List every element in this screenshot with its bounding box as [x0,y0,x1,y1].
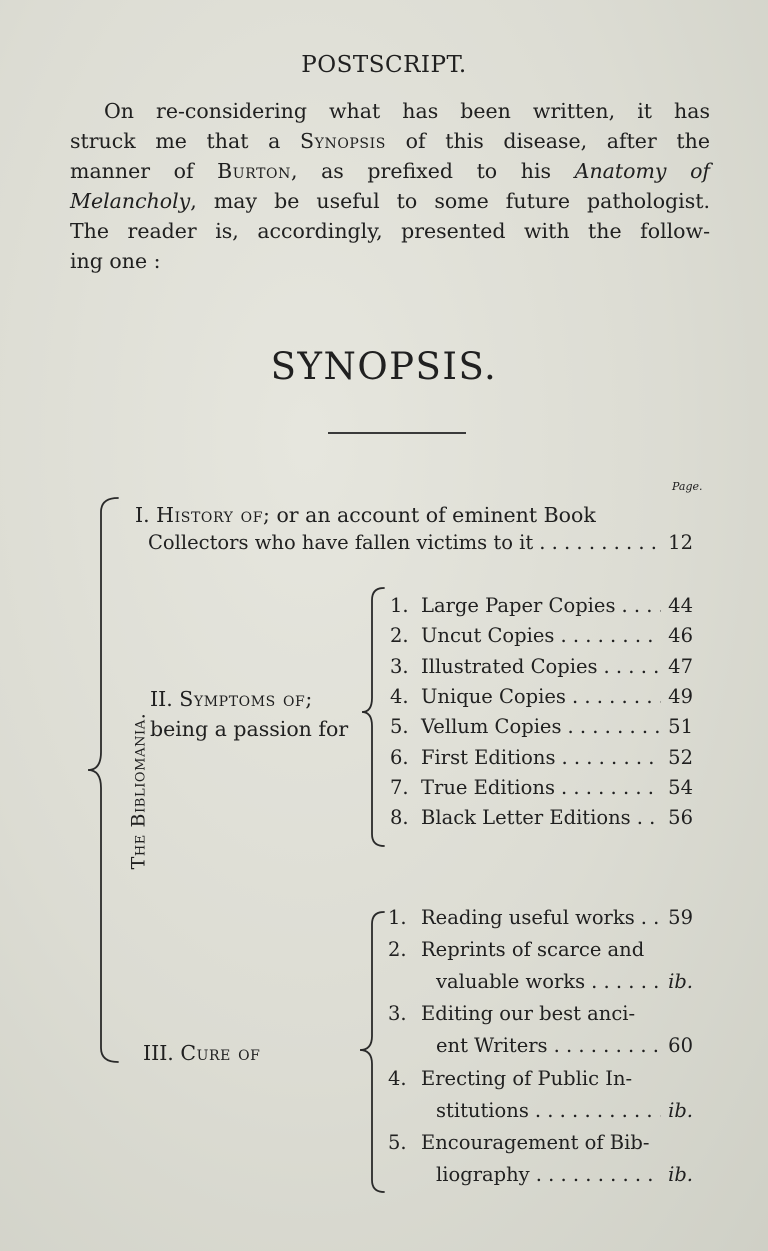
cure-item-text: Reading useful works [421,906,635,929]
item-number: 1. [390,594,409,617]
symptom-item-page-number: 56 [668,806,693,829]
cure-item-text: Encouragement of Bib- [421,1131,650,1154]
dot-leader [539,531,661,554]
symptoms-heading [150,684,312,715]
dot-leader [560,624,661,647]
dot-leader [591,970,661,993]
dot-leader [536,1163,661,1186]
cure-item-continuation [436,1034,693,1057]
item-number: 1. [388,906,407,929]
history-title: History of [156,503,264,527]
item-number: 5. [390,715,409,738]
cure-item-continuation [436,1099,693,1122]
cure-item-continuation-page-number: ib. [668,1163,693,1186]
symptoms-title-punct: ; [305,687,313,711]
item-number: 4. [390,685,409,708]
postscript-heading: POSTSCRIPT. [301,52,467,78]
dot-leader [604,655,661,678]
symptom-item-page-number: 46 [668,624,693,647]
item-number: 8. [390,806,409,829]
symptom-item [421,715,693,738]
symptom-item-page-number: 44 [668,594,693,617]
intro-text-segment: Synopsis [300,129,386,153]
item-number: 6. [390,746,409,769]
symptoms-title: Symptoms of [179,687,306,711]
intro-text-segment: On re-considering what has been written, it has [104,99,710,123]
main-brace [88,498,118,1062]
cure-item-continuation-page-number: ib. [668,970,693,993]
dot-leader [561,776,661,799]
intro-text-segment: , may be useful to some future pathologist. [190,189,710,213]
history-page-number: 12 [668,531,693,554]
cure-item [421,906,693,929]
item-number: 4. [388,1067,407,1090]
page-column-header: Page. [672,480,703,493]
cure-numeral: III. [143,1041,174,1065]
symptom-item [421,655,693,678]
cure-brace [360,912,384,1192]
item-number: 3. [390,655,409,678]
dot-leader [572,685,661,708]
cure-item-page-number: 59 [668,906,693,929]
symptom-item-page-number: 54 [668,776,693,799]
side-label-bibliomania: The Bibliomania. [127,712,150,870]
symptom-item [421,746,693,769]
dot-leader [621,594,661,617]
history-line-1 [135,500,596,531]
symptom-item-page-number: 47 [668,655,693,678]
symptoms-subheading: being a passion for [150,717,349,741]
cure-item-text: Reprints of scarce and [421,938,645,961]
symptoms-brace [362,588,384,846]
history-description: ; or an account of eminent Book [263,503,596,527]
cure-item-text: Erecting of Public In- [421,1067,633,1090]
symptoms-numeral: II. [150,687,173,711]
item-number: 2. [388,938,407,961]
cure-item-continuation-page-number: ib. [668,1099,693,1122]
dot-leader [535,1099,661,1122]
cure-item-continuation-page-number: 60 [668,1034,693,1057]
symptom-item-page-number: 49 [668,685,693,708]
intro-text-segment: Anatomy of [574,159,710,183]
dot-leader [637,806,661,829]
dot-leader [567,715,661,738]
symptom-item-text: Vellum Copies [421,715,562,738]
item-number: 2. [390,624,409,647]
intro-text-segment: manner of [70,159,218,183]
item-number: 7. [390,776,409,799]
cure-item-text: Editing our best anci- [421,1002,636,1025]
history-continuation: Collectors who have fallen victims to it [148,531,534,554]
intro-text-segment: , as prefixed to his [290,159,575,183]
symptom-item-text: First Editions [421,746,556,769]
cure-item-continuation [436,970,693,993]
intro-text-segment: of this disease, after the [385,129,710,153]
intro-text-segment: Melancholy [70,189,191,213]
intro-text-segment: ing one : [70,249,161,273]
cure-item-continuation-text: stitutions [436,1099,529,1122]
symptom-item-page-number: 51 [668,715,693,738]
history-numeral: I. [135,503,150,527]
cure-item-continuation [436,1163,693,1186]
symptom-item [421,685,693,708]
symptom-item-text: Black Letter Editions [421,806,631,829]
symptom-item-text: Unique Copies [421,685,566,708]
symptom-item [421,776,693,799]
symptom-item-text: Large Paper Copies [421,594,616,617]
intro-text-segment: The reader is, accordingly, presented with the follow- [70,219,710,243]
symptom-item [421,594,693,617]
cure-item-continuation-text: valuable works [436,970,586,993]
cure-item-continuation-text: liography [436,1163,530,1186]
item-number: 3. [388,1002,407,1025]
intro-text-segment: Burton [217,159,291,183]
symptom-item-text: Illustrated Copies [421,655,598,678]
symptom-item-text: Uncut Copies [421,624,555,647]
symptom-item-text: True Editions [421,776,555,799]
item-number: 5. [388,1131,407,1154]
intro-text-segment: struck me that a [70,129,300,153]
cure-item-continuation-text: ent Writers [436,1034,548,1057]
dot-leader [554,1034,661,1057]
history-line-2 [148,531,693,554]
cure-heading [143,1038,261,1069]
symptom-item [421,624,693,647]
synopsis-title: SYNOPSIS. [270,345,498,388]
dot-leader [641,906,661,929]
cure-title: Cure of [180,1041,261,1065]
symptom-item [421,806,693,829]
dot-leader [561,746,661,769]
symptom-item-page-number: 52 [668,746,693,769]
